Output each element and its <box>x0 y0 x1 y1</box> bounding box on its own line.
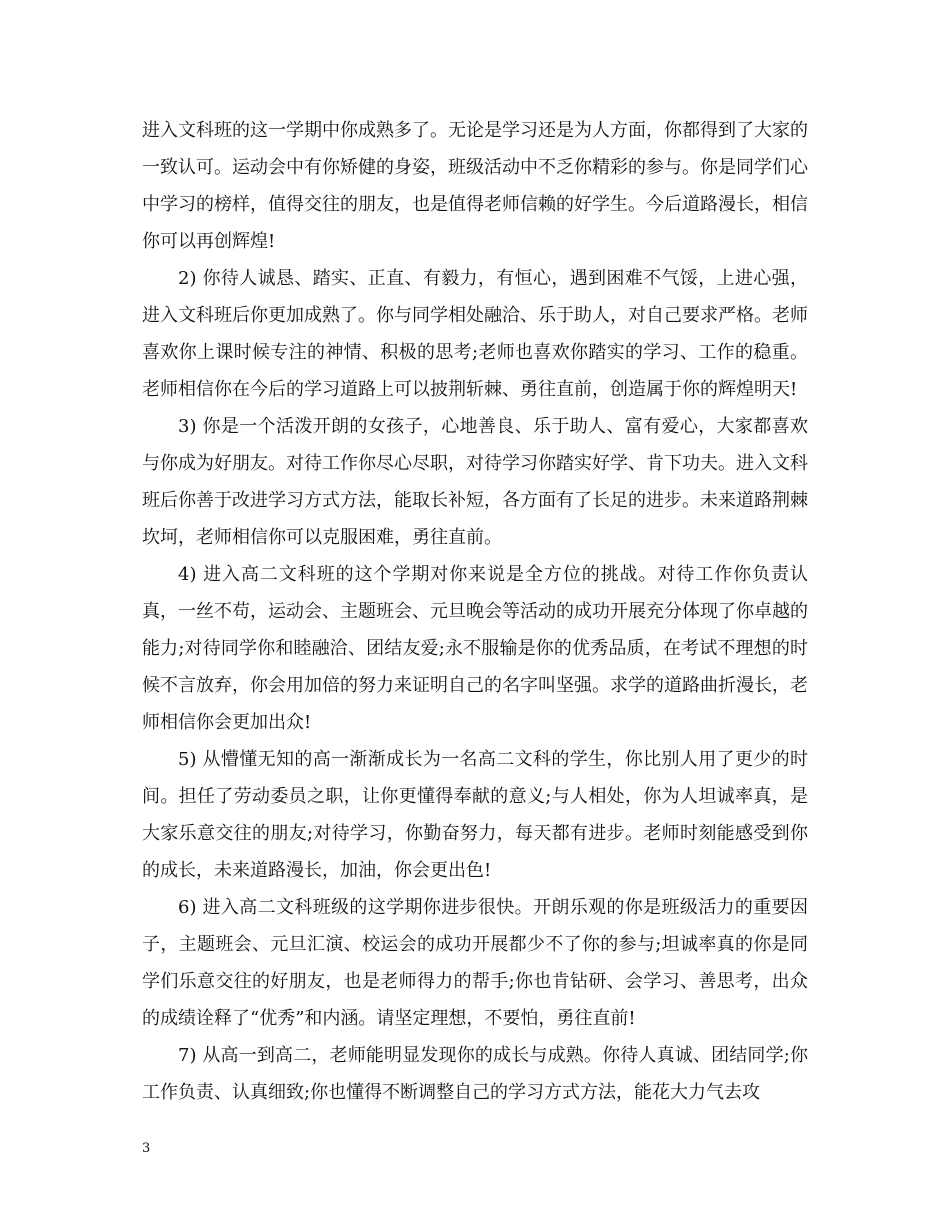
page-number: 3 <box>142 1141 151 1156</box>
paragraph-4: 4) 进入高二文科班的这个学期对你来说是全方位的挑战。对待工作你负责认真，一丝不苟，运动会、主题班会、元旦晚会等活动的成功开展充分体现了你卓越的能力;对待同学你和睦融洽、团结友爱;永不服输是你的优秀品质，在考试不理想的时候不言放弃，你会用加倍的努力来证明自己的名字叫坚强。求学的道路曲折漫长，老师相信你会更加出众! <box>142 564 808 733</box>
document-body <box>142 112 808 1111</box>
paragraph-5: 5) 从懵懂无知的高一渐渐成长为一名高二文科的学生，你比别人用了更少的时间。担任了劳动委员之职，让你更懂得奉献的意义;与人相处，你为人坦诚率真，是大家乐意交往的朋友;对待学习，你勤奋努力，每天都有进步。老师时刻能感受到你的成长，未来道路漫长，加油，你会更出色! <box>142 749 808 881</box>
paragraph-1: 进入文科班的这一学期中你成熟多了。无论是学习还是为人方面，你都得到了大家的一致认可。运动会中有你矫健的身姿，班级活动中不乏你精彩的参与。你是同学们心中学习的榜样，值得交往的朋友，也是值得老师信赖的好学生。今后道路漫长，相信你可以再创辉煌! <box>142 120 808 252</box>
paragraph-2: 2) 你待人诚恳、踏实、正直、有毅力，有恒心，遇到困难不气馁，上进心强，进入文科班后你更加成熟了。你与同学相处融洽、乐于助人，对自己要求严格。老师喜欢你上课时候专注的神情、积极的思考;老师也喜欢你踏实的学习、工作的稳重。老师相信你在今后的学习道路上可以披荆斩棘、勇往直前，创造属于你的辉煌明天! <box>142 268 808 400</box>
paragraph-3: 3) 你是一个活泼开朗的女孩子，心地善良、乐于助人、富有爱心，大家都喜欢与你成为好朋友。对待工作你尽心尽职，对待学习你踏实好学、肯下功夫。进入文科班后你善于改进学习方式方法，能取长补短，各方面有了长足的进步。未来道路荆棘坎坷，老师相信你可以克服困难，勇往直前。 <box>142 416 808 548</box>
paragraph-6: 6) 进入高二文科班级的这学期你进步很快。开朗乐观的你是班级活力的重要因子，主题班会、元旦汇演、校运会的成功开展都少不了你的参与;坦诚率真的你是同学们乐意交往的好朋友，也是老师得力的帮手;你也肯钻研、会学习、善思考，出众的成绩诠释了“优秀”和内涵。请坚定理想，不要怕，勇往直前! <box>142 897 808 1029</box>
paragraph-7: 7) 从高一到高二，老师能明显发现你的成长与成熟。你待人真诚、团结同学;你工作负责、认真细致;你也懂得不断调整自己的学习方式方法，能花大力气去攻 <box>142 1045 808 1103</box>
